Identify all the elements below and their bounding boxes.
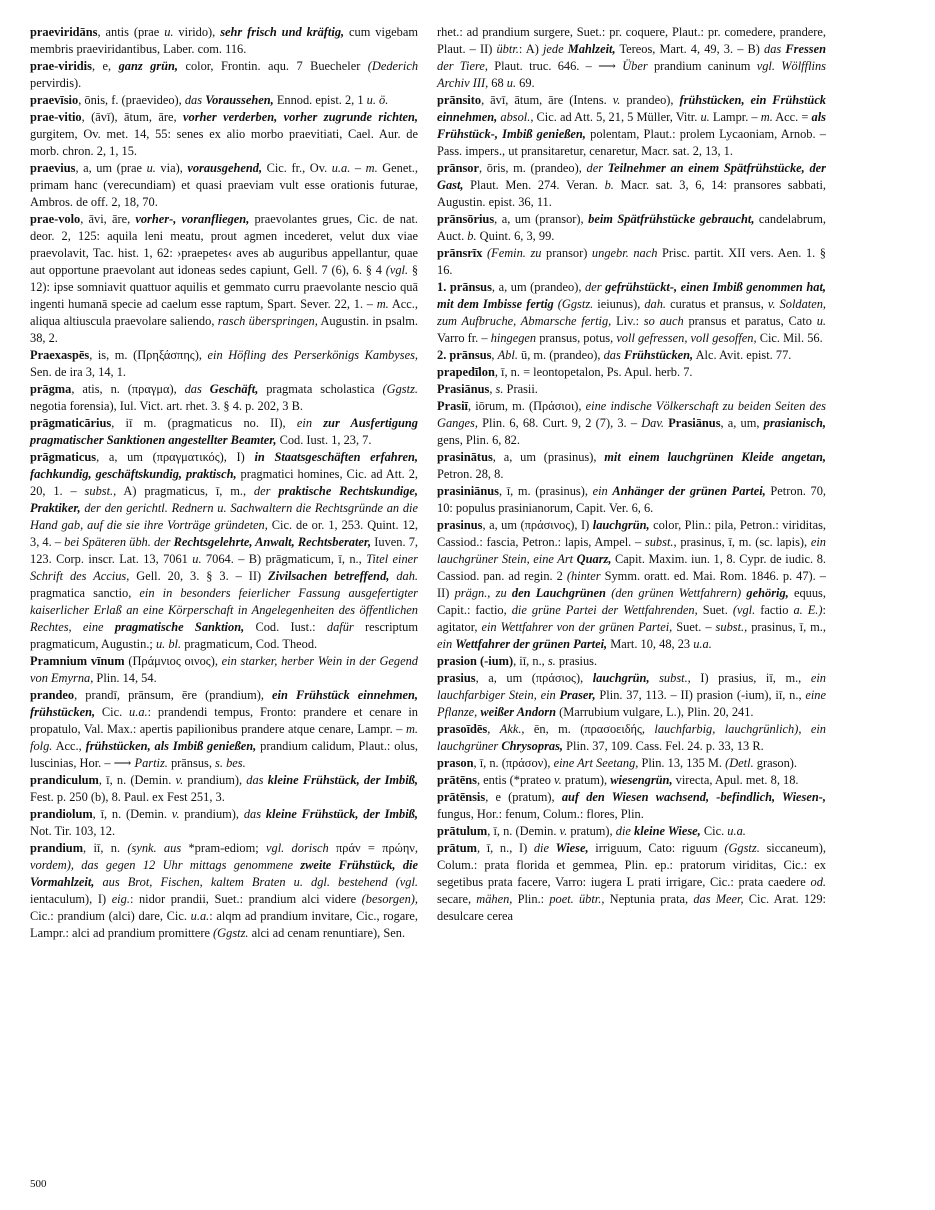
dictionary-entry: prae-vitio, (āvī), ātum, āre, vorher verderben, vorher zugrunde richten, gurgitem, Ov. met. 14, 55: senes ex alio morbo praevitiati, Cael. Aur. de morb. chron. 2, 1, 15. xyxy=(30,110,418,158)
dictionary-entry: prānsōrius, a, um (pransor), beim Spätfrühstücke gebraucht, candelabrum, Auct. b. Quint. 6, 3, 99. xyxy=(437,212,826,243)
dictionary-entry: praevius, a, um (prae u. via), vorausgehend, Cic. fr., Ov. u.a. – m. Genet., primam hanc (verecundiam) et quasi praeviam vult esse orationis futurae, Ambros. de off. 2, 18, 70. xyxy=(30,161,418,209)
page-number: 500 xyxy=(30,1178,47,1190)
dictionary-entry: prasius, a, um (πράσιος), lauchgrün, subst., I) prasius, iī, m., ein lauchfarbiger Stein, ein Praser, Plin. 37, 113. – II) prasion (-ium), iī, n., eine Pflanze, weißer Andorn (Marrubium vulgare, L.), Plin. 20, 241. xyxy=(437,671,826,719)
dictionary-entry: Pramnium vīnum (Πράμνιος οινος), ein starker, herber Wein in der Gegend von Emyrna, Plin. 14, 54. xyxy=(30,654,419,685)
dictionary-entry: prandiolum, ī, n. (Demin. v. prandium), das kleine Frühstück, der Imbiß, Not. Tir. 103, 12. xyxy=(30,807,418,838)
dictionary-entry: prānsrīx (Femin. zu pransor) ungebr. nach Prisc. partit. XII vers. Aen. 1. § 16. xyxy=(437,246,827,277)
dictionary-entry: prandium, iī, n. (synk. aus *pram-ediom; vgl. dorisch πράν = πρώην, vordem), das gegen 12 Uhr mittags genommene zweite Frühstück, die Vormahlzeit, aus Brot, Fischen, kaltem Braten u. dgl. bestehend (vgl. ientaculum), I) eig.: nidor prandii, Suet.: prandium alci videre (besorgen), Cic.: prandium (alci) dare, Cic. u.a.: alqm ad prandium invitare, Cic., rogare, Lampr.: alci ad prandium promittere (Ggstz. alci ad cenam renuntiare), Sen. xyxy=(30,841,418,940)
dictionary-entry: prātēns, entis (*prateo v. pratum), wiesengrün, virecta, Apul. met. 8, 18. xyxy=(437,773,799,787)
dictionary-entry: prandiculum, ī, n. (Demin. v. prandium), das kleine Frühstück, der Imbiß, Fest. p. 250 (b), 8. Paul. ex Fest 251, 3. xyxy=(30,773,418,804)
dictionary-entry: prātēnsis, e (pratum), auf den Wiesen wachsend, -befindlich, Wiesen-, fungus, Hor.: fenum, Colum.: flores, Plin. xyxy=(437,790,826,821)
dictionary-entry: prason, ī, n. (πράσον), eine Art Seetang, Plin. 13, 135 M. (Detl. grason). xyxy=(437,756,798,770)
dictionary-entry: 2. prānsus, Abl. ū, m. (prandeo), das Frühstücken, Alc. Avit. epist. 77. xyxy=(437,348,792,362)
dictionary-entry: praevīsio, ōnis, f. (praevideo), das Voraussehen, Ennod. epist. 2, 1 u. ö. xyxy=(30,93,389,107)
dictionary-entry: Praexaspēs, is, m. (Πρηξάσπης), ein Höfling des Perserkönigs Kambyses, Sen. de ira 3, 14, 1. xyxy=(30,348,418,379)
dictionary-entry: 1. prānsus, a, um (prandeo), der gefrühstückt-, einen Imbiß genommen hat, mit dem Imbisse fertig (Ggstz. ieiunus), dah. curatus et pransus, v. Soldaten, zum Aufbruche, Abmarsche fertig, Liv.: so auch pransus et paratus, Cato u. Varro fr. – hingegen pransus, potus, voll gefressen, voll gesoffen, Cic. Mil. 56. xyxy=(437,280,827,345)
dictionary-entry: prasiniānus, ī, m. (prasinus), ein Anhänger der grünen Partei, Petron. 70, 10: populus prasinianorum, Capit. Ver. 6, 6. xyxy=(437,484,826,515)
dictionary-entry: prātum, ī, n., I) die Wiese, irriguum, Cato: riguum (Ggstz. siccaneum), Colum.: prata florida et gemmea, Plin. ep.: pratorum viriditas, Cic.: ex segetibus prata facere, Varro: iugera L prati irrigare, Cic.: prata caedere od. secare, mähen, Plin.: poet. übtr., Neptunia prata, das Meer, Cic. Arat. 129: desulcare cerea xyxy=(437,841,826,923)
dictionary-entry: prasion (-ium), iī, n., s. prasius. xyxy=(437,654,598,668)
dictionary-entry: prāgmaticārius, iī m. (pragmaticus no. II), ein zur Ausfertigung pragmatischer Sanktionen angestellter Beamter, Cod. Iust. 1, 23, 7. xyxy=(30,416,419,447)
dictionary-entry: prae-viridis, e, ganz grün, color, Frontin. aqu. 7 Buecheler (Dederich pervirdis). xyxy=(30,59,419,90)
dictionary-entry: Prasiī, iōrum, m. (Πράσιοι), eine indische Völkerschaft zu beiden Seiten des Ganges, Plin. 6, 68. Curt. 9, 2 (7), 3. – Dav. Prasiānus, a, um, prasianisch, gens, Plin. 6, 82. xyxy=(437,399,826,447)
dictionary-entry: prandeo, prandī, prānsum, ēre (prandium), ein Frühstück einnehmen, frühstücken, Cic. u.a.: prandendi tempus, Fronto: prandere et cenare in propatulo, Val. Max.: apertis papilionibus prandere atque cenare, Lampr. – m. folg. Acc., frühstücken, als Imbiß genießen, prandium calidum, Plaut.: olus, luscinias, Hor. – ⟶ Partiz. prānsus, s. bes. xyxy=(30,688,419,770)
dictionary-entry: prae-volo, āvi, āre, vorher-, voranfliegen, praevolantes grues, Cic. de nat. deor. 2, 125: aquila leni meatu, prout agmen incederet, velut dux viae praevolavit, Tac. hist. 1, 62: ›praepetes‹ aves ab auguribus appellantur, quae aut opportune praevolant aut idoneas sedes capiunt, Gell. 7 (6), 6. § 4 (vgl. § 12): ipse somniavit quattuor aquilis et gemmato curru praevolante nescio quā ingenti humanā specie ad caelum esse raptum, Spart. Sever. 22, 1. – m. Acc., aliqua altiuscula praevolare saliendo, rasch überspringen, Augustin. in psalm. 38, 2. xyxy=(30,212,419,345)
dictionary-entry: praeviridāns, antis (prae u. virido), sehr frisch und kräftig, cum vigebam membris praeviridantibus, Laber. com. 116. xyxy=(30,25,418,56)
right-column xyxy=(437,24,826,925)
dictionary-entry: prānsor, ōris, m. (prandeo), der Teilnehmer an einem Spätfrühstücke, der Gast, Plaut. Men. 274. Veran. b. Macr. sat. 3, 6, 14: pransores sabbati, Augustin. epist. 36, 11. xyxy=(437,161,826,209)
dictionary-entry: Prasiānus, s. Prasii. xyxy=(437,382,538,396)
dictionary-entry: prasinātus, a, um (prasinus), mit einem lauchgrünen Kleide angetan, Petron. 28, 8. xyxy=(437,450,826,481)
dictionary-entry: prānsito, āvī, ātum, āre (Intens. v. prandeo), frühstücken, ein Frühstück einnehmen, absol., Cic. ad Att. 5, 21, 5 Müller, Vitr. u. Lampr. – m. Acc. = als Frühstück-, Imbiß genießen, polentam, Plaut.: prolem Lycaoniam, Arnob. – Pass. impers., ut pransitaretur, cenaretur, Macr. sat. 2, 13, 1. xyxy=(437,93,827,158)
dictionary-entry: prapedīlon, ī, n. = leontopetalon, Ps. Apul. herb. 7. xyxy=(437,365,693,379)
dictionary-entry: prāgma, atis, n. (πραγμα), das Geschäft, pragmata scholastica (Ggstz. negotia forensia), Iul. Vict. art. rhet. 3. § 4. p. 202, 3 B. xyxy=(30,382,418,413)
dictionary-entry: rhet.: ad prandium surgere, Suet.: pr. coquere, Plaut.: pr. comedere, prandere, Plaut. – II) übtr.: A) jede Mahlzeit, Tereos, Mart. 4, 49, 3. – B) das Fressen der Tiere, Plaut. truc. 646. – ⟶ Über prandium caninum vgl. Wölfflins Archiv III, 68 u. 69. xyxy=(437,25,826,90)
dictionary-entry: prasoīdēs, Akk., ēn, m. (πρασοειδής, lauchfarbig, lauchgrünlich), ein lauchgrüner Chrysopras, Plin. 37, 109. Cass. Fel. 24. p. 33, 13 R. xyxy=(437,722,826,753)
dictionary-entry: prātulum, ī, n. (Demin. v. pratum), die kleine Wiese, Cic. u.a. xyxy=(437,824,746,838)
left-column xyxy=(30,24,418,942)
dictionary-entry: prasinus, a, um (πράσινος), I) lauchgrün, color, Plin.: pila, Petron.: viriditas, Cassiod.: fascia, Petron.: lapis, Ampel. – subst., prasinus, ī, m. (sc. lapis), ein lauchgrüner Stein, eine Art Quarz, Capit. Maxim. iun. 1, 8. Cypr. de iudic. 8. Cassiod. pan. ad regin. 2 (hinter Symm. oratt. ed. Mai. Rom. 1846. p. 47). – II) prägn., zu den Lauchgrünen (den grünen Wettfahrern) gehörig, equus, Capit.: factio, die grüne Partei der Wettfahrenden, Suet. (vgl. factio a. E.): agitator, ein Wettfahrer von der grünen Partei, Suet. – subst., prasinus, ī, m., ein Wettfahrer der grünen Partei, Mart. 10, 48, 23 u.a. xyxy=(437,518,826,651)
dictionary-entry: prāgmaticus, a, um (πραγματικός), I) in Staatsgeschäften erfahren, fachkundig, geschäftskundig, praktisch, pragmatici homines, Cic. ad Att. 2, 20, 1. – subst., A) pragmaticus, ī, m., der praktische Rechtskundige, Praktiker, der den gerichtl. Rednern u. Sachwaltern die Rechtsgründe an die Hand gab, auf die sie ihre Vorträge gründeten, Cic. de or. 1, 253. Quint. 12, 3, 4. – bei Späteren übh. der Rechtsgelehrte, Anwalt, Rechtsberater, Iuven. 7, 123. Corp. inscr. Lat. 13, 7061 u. 7064. – B) prāgmaticum, ī, n., Titel einer Schrift des Accius, Gell. 20, 3. § 3. – II) Zivilsachen betreffend, dah. pragmatica sanctio, ein in besonders feierlicher Fassung ausgefertigter kaiserlicher Erlaß an eine Körperschaft in Angelegenheiten des öffentlichen Rechtes, eine pragmatische Sanktion, Cod. Iust.: dafür rescriptum pragmaticum, Augustin.; u. bl. pragmaticum, Cod. Theod. xyxy=(30,450,418,651)
